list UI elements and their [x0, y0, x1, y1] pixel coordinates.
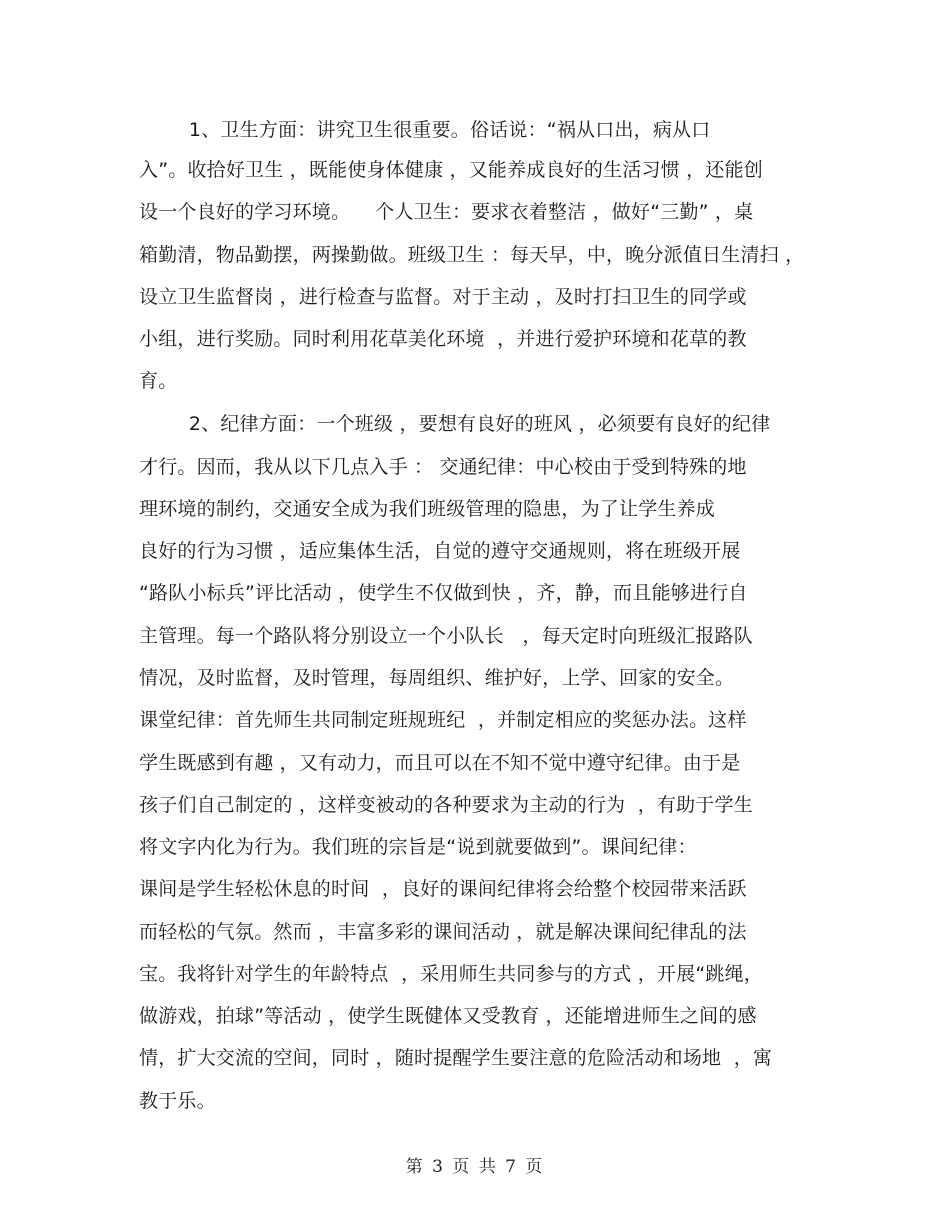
paragraph-line: 主管理。每一个路队将分别设立一个小队长 ，每天定时向班级汇报路队 [139, 625, 753, 647]
paragraph-line: 课堂纪律：首先师生共同制定班规班纪 ，并制定相应的奖惩办法。这样 [139, 709, 747, 731]
paragraph-line: 才行。因而，我从以下几点入手 ： 交通纪律：中心校由于受到特殊的地 [139, 456, 747, 478]
paragraph-line: 理环境的制约，交通安全成为我们班级管理的隐患，为了让学生养成 [139, 498, 716, 520]
paragraph-line: 教于乐。 [139, 1090, 216, 1112]
paragraph-line: 育。 [139, 370, 178, 392]
paragraph-line: 课间是学生轻松休息的时间 ，良好的课间纪律将会给整个校园带来活跃 [139, 878, 747, 900]
paragraph-line: 情况，及时监督，及时管理，每周组织、维护好，上学、回家的安全。 [139, 667, 735, 689]
paragraph-line: 孩子们自己制定的 ，这样变被动的各种要求为主动的行为 ，有助于学生 [139, 794, 753, 816]
paragraph-line: 情，扩大交流的空间，同时 ，随时提醒学生要注意的危险活动和场地 ，寓 [139, 1047, 773, 1069]
paragraph-line: 2、纪律方面：一个班级 ，要想有良好的班风 ，必须要有良好的纪律 [139, 413, 771, 435]
paragraph-line: 小组，进行奖励。同时利用花草美化环境 ，并进行爱护环境和花草的教 [139, 328, 747, 350]
paragraph-line: 入”。收拾好卫生 ，既能使身体健康 ，又能养成良好的生活习惯 ，还能创 [139, 159, 763, 181]
paragraph-line: 学生既感到有趣 ，又有动力，而且可以在不知不觉中遵守纪律。由于是 [139, 752, 741, 774]
paragraph-line: 1、卫生方面：讲究卫生很重要。俗话说：“祸从口出，病从口 [139, 119, 711, 141]
paragraph-line: 箱勤清，物品勤摆，两操勤做。班级卫生 ：每天早，中，晚分派值日生清扫 ， [139, 244, 805, 266]
paragraph-line: “路队小标兵”评比活动 ，使学生不仅做到快 ，齐，静，而且能够进行自 [139, 582, 748, 604]
paragraph-line: 宝。我将针对学生的年龄特点 ，采用师生共同参与的方式 ，开展“跳绳， [139, 963, 763, 985]
paragraph-line: 设一个良好的学习环境。 个人卫生：要求衣着整洁 ，做好“三勤” ，桌 [139, 201, 754, 223]
paragraph-line: 将文字内化为行为。我们班的宗旨是“说到就要做到”。课间纪律： [139, 836, 697, 858]
paragraph-line: 做游戏，拍球”等活动 ，使学生既健体又受教育 ，还能增进师生之间的感 [139, 1005, 757, 1027]
paragraph-line: 良好的行为习惯 ，适应集体生活，自觉的遵守交通规则，将在班级开展 [139, 540, 741, 562]
page-footer: 第 3 页 共 7 页 [405, 1157, 545, 1177]
paragraph-line: 而轻松的气氛。然而 ，丰富多彩的课间活动 ，就是解决课间纪律乱的法 [139, 921, 747, 943]
paragraph-line: 设立卫生监督岗 ，进行检查与监督。对于主动 ，及时打扫卫生的同学或 [139, 286, 747, 308]
